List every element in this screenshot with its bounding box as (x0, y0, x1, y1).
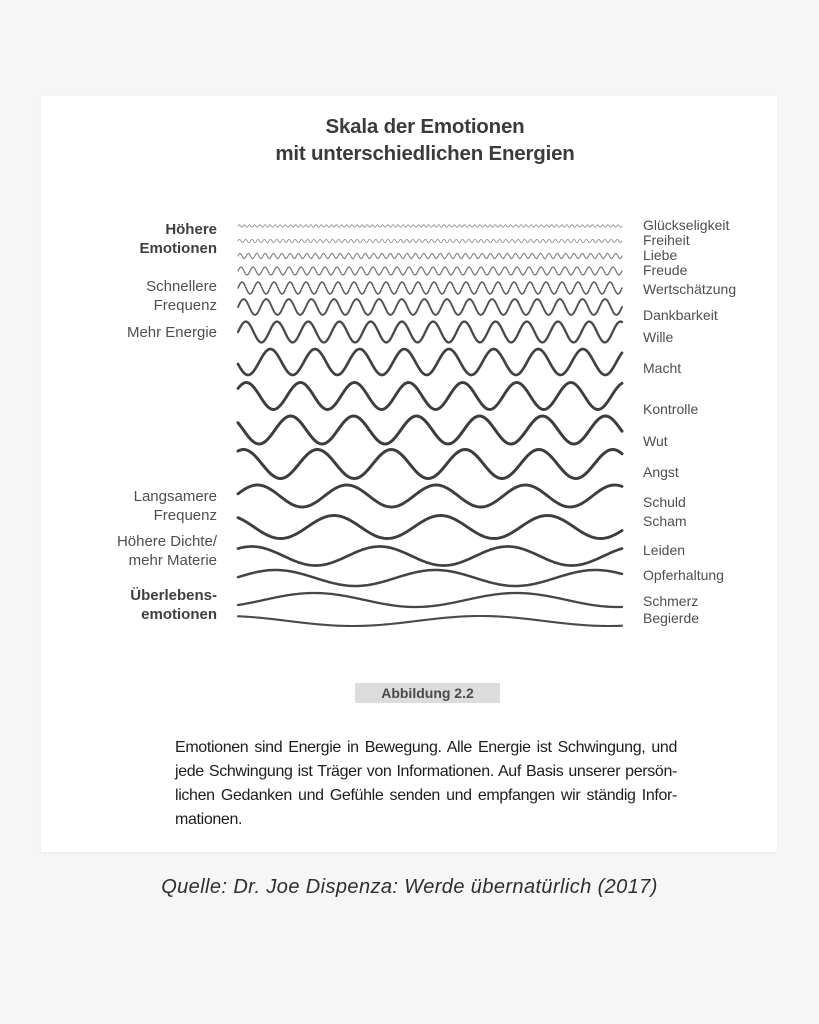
emotion-label-dankbarkeit: Dankbarkeit (643, 307, 718, 323)
figure-title-line1: Skala der Emotionen (325, 115, 525, 138)
left-label-line: emotionen (141, 606, 217, 623)
left-label-langsamere-frequenz (41, 487, 217, 525)
left-label-line: Mehr Energie (126, 324, 217, 341)
wave-line-freude (238, 267, 622, 275)
wave-line-glückseligkeit (238, 225, 622, 227)
emotion-label-schmerz: Schmerz (643, 593, 699, 609)
emotion-label-macht: Macht (643, 360, 682, 376)
left-label-mehr-energie (41, 323, 217, 342)
emotion-label-freude: Freude (643, 262, 688, 278)
wave-line-schuld (238, 485, 622, 507)
description-line-3: lichen Gedanken und Gefühle senden und empfangen wir ständig Infor- (175, 787, 677, 804)
wave-line-opferhaltung (238, 570, 622, 586)
figure-caption-badge: Abbildung 2.2 (355, 683, 500, 703)
emotion-label-glückseligkeit: Glückseligkeit (643, 217, 730, 233)
left-label-line: Höhere (165, 221, 217, 238)
left-label-line: Schnellere (146, 278, 217, 295)
wave-diagram (238, 210, 622, 640)
emotion-label-freiheit: Freiheit (643, 232, 690, 248)
figure-title (57, 113, 793, 167)
left-label-line: Emotionen (139, 240, 217, 257)
left-label-line: mehr Materie (128, 552, 217, 569)
left-label-line: Überlebens- (130, 587, 217, 604)
emotion-label-angst: Angst (643, 464, 679, 480)
emotion-label-wut: Wut (643, 433, 668, 449)
emotion-label-wertschätzung: Wertschätzung (643, 281, 737, 297)
description-line-2: jede Schwingung ist Träger von Informationen. Auf Basis unserer persön- (175, 763, 677, 780)
figure-title-line2: mit unterschiedlichen Energien (275, 142, 575, 165)
figure-card (41, 96, 777, 852)
left-label-höhere-dichte-mehr-materie (41, 532, 217, 570)
wave-line-liebe (238, 253, 622, 258)
wave-line-scham (238, 516, 622, 539)
wave-line-freiheit (238, 239, 622, 242)
left-label-schnellere-frequenz (41, 277, 217, 315)
left-label-line: Höhere Dichte/ (116, 533, 217, 550)
emotion-label-leiden: Leiden (643, 542, 686, 558)
left-label-line: Frequenz (153, 297, 217, 314)
left-label-line: Frequenz (153, 507, 217, 524)
wave-line-kontrolle (238, 383, 622, 410)
wave-line-angst (238, 450, 622, 479)
emotion-label-wille: Wille (643, 329, 674, 345)
emotion-label-scham: Scham (643, 513, 687, 529)
emotion-label-begierde: Begierde (643, 610, 700, 626)
wave-line-begierde (238, 616, 622, 626)
wave-line-wille (238, 322, 622, 343)
wave-line-schmerz (238, 593, 622, 607)
emotion-label-liebe: Liebe (643, 247, 678, 263)
emotion-label-opferhaltung: Opferhaltung (643, 567, 724, 583)
left-label-line: Langsamere (133, 488, 217, 505)
left-label-höhere-emotionen (41, 220, 217, 258)
wave-line-leiden (238, 547, 622, 566)
wave-line-dankbarkeit (238, 299, 622, 315)
left-label-überlebens-emotionen (41, 586, 217, 624)
source-line: Quelle: Dr. Joe Dispenza: Werde übernatürlich (2017) (161, 876, 658, 898)
figure-description (175, 736, 677, 832)
wave-line-wut (238, 416, 622, 444)
description-line-4: mationen. (175, 811, 243, 828)
description-line-1: Emotionen sind Energie in Bewegung. Alle Energie ist Schwingung, und (175, 739, 677, 756)
wave-line-wertschätzung (238, 282, 622, 294)
emotion-label-schuld: Schuld (643, 494, 686, 510)
wave-line-macht (238, 349, 622, 375)
emotion-label-kontrolle: Kontrolle (643, 401, 699, 417)
